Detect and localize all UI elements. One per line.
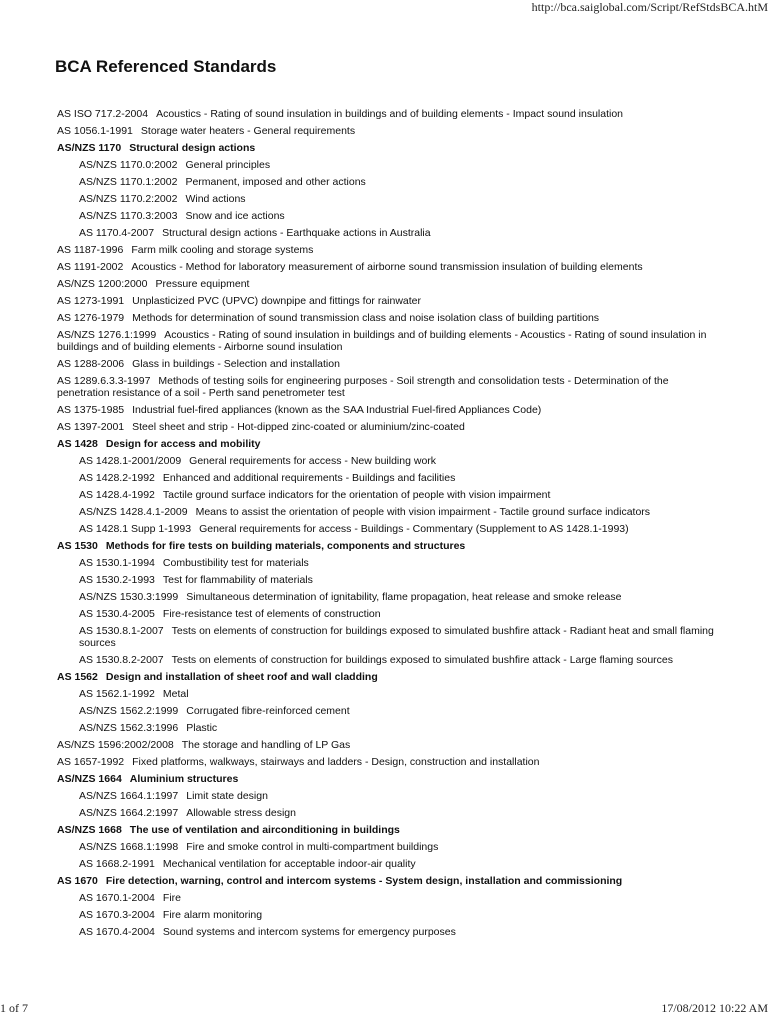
standard-code: AS 1170.4-2007 bbox=[79, 227, 155, 239]
standard-entry bbox=[57, 225, 717, 242]
standard-entry bbox=[57, 555, 717, 572]
standard-entry bbox=[57, 686, 717, 703]
standard-description: Simultaneous determination of ignitability, flame propagation, heat release and smoke release bbox=[186, 591, 622, 603]
standard-entry bbox=[57, 402, 717, 419]
standard-entry bbox=[57, 890, 717, 907]
standard-description: Tests on elements of construction for buildings exposed to simulated bushfire attack - Large flaming sources bbox=[171, 654, 674, 666]
standard-entry bbox=[57, 310, 717, 327]
standard-entry bbox=[57, 737, 717, 754]
standard-code: AS/NZS 1562.2:1999 bbox=[79, 705, 179, 717]
standard-entry bbox=[57, 123, 717, 140]
standard-code: AS 1187-1996 bbox=[57, 244, 124, 256]
standard-code: AS/NZS 1170 bbox=[57, 142, 122, 154]
standard-code: AS/NZS 1428.4.1-2009 bbox=[79, 506, 188, 518]
standard-description: Aluminium structures bbox=[129, 773, 239, 785]
standard-code: AS 1530.4-2005 bbox=[79, 608, 155, 620]
standard-description: Allowable stress design bbox=[186, 807, 296, 819]
standard-code: AS 1530.2-1993 bbox=[79, 574, 155, 586]
standard-description: Tactile ground surface indicators for the orientation of people with vision impairment bbox=[162, 489, 551, 501]
standard-entry bbox=[57, 572, 717, 589]
standard-entry bbox=[57, 504, 717, 521]
standard-entry bbox=[57, 106, 717, 123]
standard-description: Plastic bbox=[186, 722, 218, 734]
standard-description: Fire alarm monitoring bbox=[162, 909, 263, 921]
standard-description: General principles bbox=[185, 159, 271, 171]
standard-code: AS 1428.1-2001/2009 bbox=[79, 455, 182, 467]
standard-code: AS 1428.4-1992 bbox=[79, 489, 155, 501]
standard-code: AS 1276-1979 bbox=[57, 312, 125, 324]
standard-description: General requirements for access - Buildings - Commentary (Supplement to AS 1428.1-1993) bbox=[199, 523, 629, 535]
standard-description: Fire detection, warning, control and intercom systems - System design, installation and commissioning bbox=[105, 875, 623, 887]
standard-description: Tests on elements of construction for buildings exposed to simulated bushfire attack - Radiant heat and small flaming sources bbox=[79, 625, 714, 649]
standard-entry bbox=[57, 521, 717, 538]
standard-code: AS 1428.2-1992 bbox=[79, 472, 155, 484]
standard-group-heading bbox=[57, 822, 717, 839]
standard-description: Wind actions bbox=[185, 193, 246, 205]
standard-entry bbox=[57, 208, 717, 225]
standard-description: Fire and smoke control in multi-compartment buildings bbox=[186, 841, 439, 853]
standard-code: AS 1670 bbox=[57, 875, 98, 887]
standard-description: Means to assist the orientation of people with vision impairment - Tactile ground surface indicators bbox=[195, 506, 651, 518]
standard-code: AS 1428 bbox=[57, 438, 98, 450]
standard-entry bbox=[57, 470, 717, 487]
print-timestamp: 17/08/2012 10:22 AM bbox=[661, 1001, 768, 1015]
standard-description: Design for access and mobility bbox=[105, 438, 261, 450]
standard-description: The use of ventilation and airconditioning in buildings bbox=[129, 824, 400, 836]
standard-entry bbox=[57, 356, 717, 373]
standard-entry bbox=[57, 242, 717, 259]
standard-code: AS 1670.1-2004 bbox=[79, 892, 155, 904]
standard-code: AS/NZS 1170.2:2002 bbox=[79, 193, 178, 205]
standard-code: AS 1670.4-2004 bbox=[79, 926, 155, 938]
standard-entry bbox=[57, 623, 717, 652]
standard-entry bbox=[57, 788, 717, 805]
standard-code: AS/NZS 1200:2000 bbox=[57, 278, 148, 290]
standard-entry bbox=[57, 907, 717, 924]
standard-description: Metal bbox=[162, 688, 189, 700]
standard-group-heading bbox=[57, 140, 717, 157]
standard-code: AS 1530.8.2-2007 bbox=[79, 654, 164, 666]
standard-description: Permanent, imposed and other actions bbox=[185, 176, 366, 188]
standard-code: AS 1397-2001 bbox=[57, 421, 125, 433]
standard-code: AS 1562.1-1992 bbox=[79, 688, 155, 700]
standard-code: AS ISO 717.2-2004 bbox=[57, 108, 149, 120]
standard-entry bbox=[57, 703, 717, 720]
standard-description: Storage water heaters - General requirements bbox=[140, 125, 356, 137]
standard-entry bbox=[57, 652, 717, 669]
standard-description: Mechanical ventilation for acceptable indoor-air quality bbox=[162, 858, 416, 870]
standard-code: AS 1273-1991 bbox=[57, 295, 125, 307]
standard-entry bbox=[57, 856, 717, 873]
standard-entry bbox=[57, 924, 717, 941]
standards-list bbox=[57, 106, 717, 941]
standard-description: Fire-resistance test of elements of construction bbox=[162, 608, 381, 620]
standard-entry bbox=[57, 589, 717, 606]
standard-group-heading bbox=[57, 436, 717, 453]
standard-description: Acoustics - Rating of sound insulation in buildings and of building elements - Acoustics - Rating of sound insulation in buildings and of building elements - Airborne sound insulation bbox=[57, 329, 707, 353]
standard-description: Fixed platforms, walkways, stairways and ladders - Design, construction and installation bbox=[132, 756, 540, 768]
standard-code: AS/NZS 1170.1:2002 bbox=[79, 176, 178, 188]
standard-entry bbox=[57, 293, 717, 310]
standard-description: Combustibility test for materials bbox=[162, 557, 309, 569]
page-url[interactable]: http://bca.saiglobal.com/Script/RefStdsBCA.htM bbox=[531, 0, 768, 14]
standard-code: AS 1191-2002 bbox=[57, 261, 124, 273]
standard-description: Limit state design bbox=[186, 790, 268, 802]
standard-code: AS/NZS 1668.1:1998 bbox=[79, 841, 179, 853]
standard-entry bbox=[57, 157, 717, 174]
standard-entry bbox=[57, 606, 717, 623]
standard-code: AS 1657-1992 bbox=[57, 756, 125, 768]
standard-description: Acoustics - Method for laboratory measurement of airborne sound transmission insulation of building elements bbox=[131, 261, 643, 273]
standard-code: AS/NZS 1668 bbox=[57, 824, 122, 836]
standard-code: AS/NZS 1596:2002/2008 bbox=[57, 739, 174, 751]
standard-description: Methods of testing soils for engineering purposes - Soil strength and consolidation tests - Determination of the penetration resistance of a soil - Perth sand penetrometer test bbox=[57, 375, 669, 399]
standard-code: AS 1056.1-1991 bbox=[57, 125, 133, 137]
standard-description: Steel sheet and strip - Hot-dipped zinc-coated or aluminium/zinc-coated bbox=[132, 421, 465, 433]
standard-description: Acoustics - Rating of sound insulation in buildings and of building elements - Impact sound insulation bbox=[156, 108, 624, 120]
standard-description: Methods for determination of sound transmission class and noise isolation class of building partitions bbox=[132, 312, 600, 324]
standard-description: Pressure equipment bbox=[155, 278, 250, 290]
standard-entry bbox=[57, 419, 717, 436]
standard-entry bbox=[57, 259, 717, 276]
standard-description: Unplasticized PVC (UPVC) downpipe and fittings for rainwater bbox=[132, 295, 422, 307]
standard-code: AS/NZS 1170.0:2002 bbox=[79, 159, 178, 171]
standard-description: Farm milk cooling and storage systems bbox=[131, 244, 314, 256]
document-title: BCA Referenced Standards bbox=[55, 57, 277, 76]
standard-code: AS 1530.8.1-2007 bbox=[79, 625, 164, 637]
standard-code: AS 1562 bbox=[57, 671, 98, 683]
standard-code: AS/NZS 1276.1:1999 bbox=[57, 329, 157, 341]
standard-description: Design and installation of sheet roof and wall cladding bbox=[105, 671, 378, 683]
standard-group-heading bbox=[57, 538, 717, 555]
standard-entry bbox=[57, 720, 717, 737]
standard-description: General requirements for access - New building work bbox=[189, 455, 437, 467]
standard-description: Structural design actions - Earthquake actions in Australia bbox=[162, 227, 431, 239]
standard-code: AS 1428.1 Supp 1-1993 bbox=[79, 523, 192, 535]
standard-description: Fire bbox=[162, 892, 181, 904]
standard-entry bbox=[57, 276, 717, 293]
standard-code: AS/NZS 1562.3:1996 bbox=[79, 722, 179, 734]
standard-code: AS/NZS 1664.2:1997 bbox=[79, 807, 179, 819]
standard-code: AS/NZS 1170.3:2003 bbox=[79, 210, 178, 222]
standard-description: Enhanced and additional requirements - Buildings and facilities bbox=[162, 472, 456, 484]
standard-entry bbox=[57, 754, 717, 771]
standard-entry bbox=[57, 839, 717, 856]
standard-entry bbox=[57, 453, 717, 470]
standard-code: AS 1530.1-1994 bbox=[79, 557, 155, 569]
standard-code: AS 1670.3-2004 bbox=[79, 909, 155, 921]
standard-entry bbox=[57, 487, 717, 504]
standard-entry bbox=[57, 191, 717, 208]
standard-description: Methods for fire tests on building materials, components and structures bbox=[105, 540, 466, 552]
standard-description: Sound systems and intercom systems for emergency purposes bbox=[162, 926, 456, 938]
standard-group-heading bbox=[57, 873, 717, 890]
standard-code: AS/NZS 1664.1:1997 bbox=[79, 790, 179, 802]
standard-code: AS/NZS 1664 bbox=[57, 773, 122, 785]
standard-code: AS 1289.6.3.3-1997 bbox=[57, 375, 151, 387]
standard-description: Structural design actions bbox=[129, 142, 256, 154]
standard-entry bbox=[57, 373, 717, 402]
standard-group-heading bbox=[57, 771, 717, 788]
standard-description: Industrial fuel-fired appliances (known as the SAA Industrial Fuel-fired Appliances Code) bbox=[132, 404, 542, 416]
standard-code: AS 1530 bbox=[57, 540, 98, 552]
standard-description: Corrugated fibre-reinforced cement bbox=[186, 705, 350, 717]
standard-entry bbox=[57, 174, 717, 191]
page-number: 1 of 7 bbox=[0, 1001, 28, 1015]
standard-description: Snow and ice actions bbox=[185, 210, 285, 222]
standard-description: The storage and handling of LP Gas bbox=[181, 739, 351, 751]
standard-code: AS 1375-1985 bbox=[57, 404, 125, 416]
standard-description: Glass in buildings - Selection and installation bbox=[132, 358, 340, 370]
standard-group-heading bbox=[57, 669, 717, 686]
standard-code: AS 1288-2006 bbox=[57, 358, 125, 370]
standard-code: AS 1668.2-1991 bbox=[79, 858, 155, 870]
standard-entry bbox=[57, 327, 717, 356]
standard-description: Test for flammability of materials bbox=[162, 574, 313, 586]
standard-entry bbox=[57, 805, 717, 822]
standard-code: AS/NZS 1530.3:1999 bbox=[79, 591, 179, 603]
